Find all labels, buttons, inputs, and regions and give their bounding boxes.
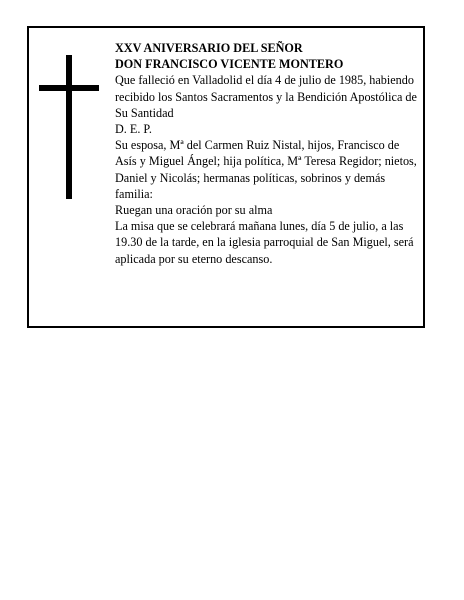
- prayer-request: Ruegan una oración por su alma: [115, 203, 273, 218]
- rip-line: D. E. P.: [115, 122, 152, 137]
- cross-icon: [39, 55, 99, 199]
- notice-heading-line-1: XXV ANIVERSARIO DEL SEÑOR: [115, 41, 303, 55]
- notice-heading-line-2: DON FRANCISCO VICENTE MONTERO: [115, 57, 344, 72]
- death-statement: Que falleció en Valladolid el día 4 de julio de 1985, habiendo recibido los Santos Sacramentos y la Bendición Apostólica de Su Santidad: [115, 73, 417, 120]
- mass-details: La misa que se celebrará mañana lunes, día 5 de julio, a las 19.30 de la tarde, en la iglesia parroquial de San Miguel, será aplicada por su eterno descanso.: [115, 219, 414, 266]
- family-list: Su esposa, Mª del Carmen Ruiz Nistal, hijos, Francisco de Asís y Miguel Ángel; hija política, Mª Teresa Regidor; nietos, Daniel y Nicolás; hermanas políticas, sobrinos y demás familia:: [115, 138, 417, 201]
- cross-vertical-bar: [66, 55, 72, 199]
- notice-text: [115, 40, 421, 267]
- cross-horizontal-bar: [39, 85, 99, 91]
- obituary-notice: [27, 26, 425, 328]
